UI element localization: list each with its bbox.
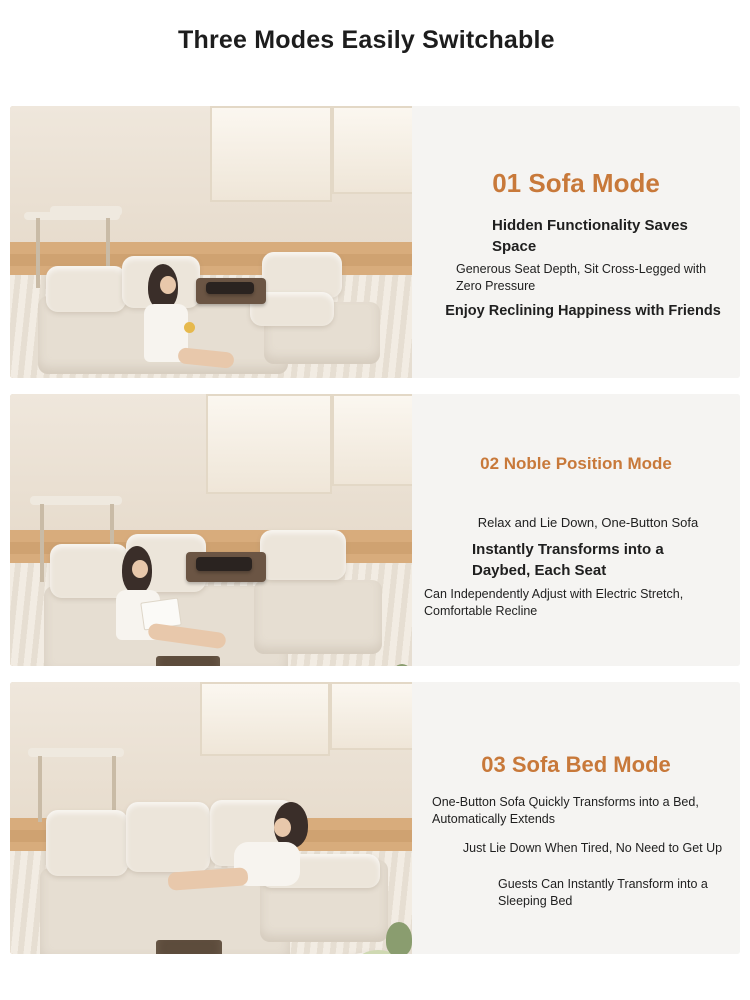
mode-bullet: Hidden Functionality Saves Space — [492, 217, 688, 255]
person-legs — [177, 347, 234, 369]
mode-heading: 02 Noble Position Mode — [480, 454, 672, 473]
sofa-backrest — [46, 810, 128, 876]
mode-photo-sofa-bed — [10, 682, 412, 954]
living-room-illustration — [10, 106, 412, 378]
mode-bullet: Can Independently Adjust with Electric Stretch, Comfortable Recline — [424, 587, 684, 619]
mode-bullet: One-Button Sofa Quickly Transforms into a Bed, Automatically Extends — [432, 795, 699, 827]
window-pane — [200, 682, 330, 756]
mode-card-noble-position — [10, 394, 740, 666]
window-pane — [330, 682, 412, 750]
mode-bullet: Guests Can Instantly Transform into a Sleeping Bed — [498, 877, 708, 909]
mode-bullet: Enjoy Reclining Happiness with Friends — [445, 303, 721, 319]
person-legs — [147, 623, 226, 650]
person-legs — [167, 867, 248, 891]
mode-bullet: Relax and Lie Down, One-Button Sofa — [477, 515, 699, 530]
person-face — [132, 560, 148, 578]
plant — [386, 922, 412, 954]
sofa-backrest — [260, 530, 346, 580]
lamp-stand — [36, 218, 40, 288]
person-lying-down — [178, 802, 338, 922]
mode-heading: 01 Sofa Mode — [492, 168, 660, 198]
page-title: Three Modes Easily Switchable — [178, 26, 555, 54]
mode-card-sofa — [10, 106, 740, 378]
mode-text-panel-sofa — [412, 106, 740, 378]
console-table — [28, 748, 124, 757]
person-face — [274, 818, 291, 837]
window-pane — [206, 394, 332, 494]
living-room-illustration — [10, 682, 412, 954]
mode-heading: 03 Sofa Bed Mode — [481, 752, 671, 777]
mode-text-panel-noble-position — [412, 394, 740, 666]
lamp-stand — [40, 504, 44, 582]
mode-text-panel-sofa-bed — [412, 682, 740, 954]
mode-card-sofa-bed — [10, 682, 740, 954]
sofa-foot-mechanism — [156, 940, 222, 954]
mode-photo-sofa — [10, 106, 412, 378]
person-reclining — [106, 546, 246, 666]
sofa-chaise-extended — [254, 580, 382, 654]
person-sitting — [138, 264, 234, 374]
window-pane — [210, 106, 332, 202]
mode-bullet: Instantly Transforms into a Daybed, Each Seat — [472, 541, 664, 579]
sofa-foot-mechanism — [156, 656, 220, 666]
sofa-backrest — [46, 266, 126, 312]
window-pane — [332, 394, 412, 486]
living-room-illustration — [10, 394, 412, 666]
lamp-stand — [38, 756, 42, 822]
drink-cup — [184, 322, 195, 333]
window-pane — [332, 106, 412, 194]
person-face — [160, 276, 176, 294]
mode-bullet: Just Lie Down When Tired, No Need to Get Up — [462, 841, 723, 855]
mode-bullet: Generous Seat Depth, Sit Cross-Legged with Zero Pressure — [456, 262, 707, 294]
console-table — [50, 206, 122, 216]
mode-photo-noble-position — [10, 394, 412, 666]
